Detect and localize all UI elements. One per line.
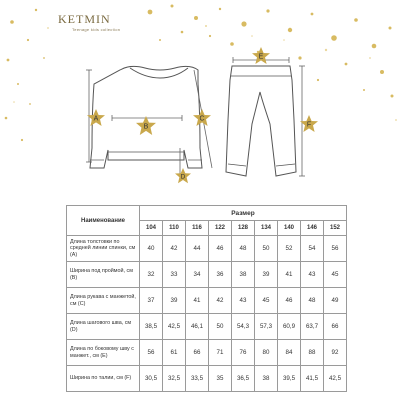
value-cell: 41	[186, 288, 209, 314]
value-cell: 42	[163, 236, 186, 262]
table-row	[67, 236, 347, 262]
value-cell: 38,5	[140, 314, 163, 340]
size-cell: 122	[209, 221, 232, 236]
value-cell: 42,5	[324, 366, 347, 392]
marker-d	[175, 168, 191, 183]
value-cell: 35	[209, 366, 232, 392]
brand-name: KETMIN	[58, 12, 111, 26]
value-cell: 48	[232, 236, 255, 262]
value-cell: 46	[278, 288, 301, 314]
value-cell: 50	[255, 236, 278, 262]
value-cell: 33	[163, 262, 186, 288]
value-cell: 42,5	[163, 314, 186, 340]
value-cell: 33,5	[186, 366, 209, 392]
value-cell: 36	[209, 262, 232, 288]
value-cell: 88	[301, 340, 324, 366]
size-cell: 116	[186, 221, 209, 236]
value-cell: 32	[140, 262, 163, 288]
size-cell: 134	[255, 221, 278, 236]
table-header-row	[67, 206, 347, 221]
value-cell: 45	[324, 262, 347, 288]
table-row	[67, 366, 347, 392]
brand-tagline: Teenage kids collection	[72, 27, 121, 32]
table-row	[67, 340, 347, 366]
size-cell: 128	[232, 221, 255, 236]
row-label: Ширина под проймой, см (B)	[67, 262, 140, 288]
table-row	[67, 314, 347, 340]
value-cell: 38	[255, 366, 278, 392]
value-cell: 84	[278, 340, 301, 366]
value-cell: 92	[324, 340, 347, 366]
trousers-drawing	[226, 66, 296, 176]
value-cell: 38	[232, 262, 255, 288]
value-cell: 54,3	[232, 314, 255, 340]
size-cell: 152	[324, 221, 347, 236]
size-cell: 146	[301, 221, 324, 236]
marker-a-label: A	[93, 115, 99, 123]
size-column-header: Размер	[140, 206, 347, 221]
value-cell: 41	[278, 262, 301, 288]
marker-c-label: C	[199, 115, 205, 123]
row-label: Длина шагового шва, см (D)	[67, 314, 140, 340]
value-cell: 46,1	[186, 314, 209, 340]
value-cell: 66	[324, 314, 347, 340]
value-cell: 37	[140, 288, 163, 314]
value-cell: 76	[232, 340, 255, 366]
value-cell: 80	[255, 340, 278, 366]
row-label: Длина толстовки по средней линии спинки, см (A)	[67, 236, 140, 262]
value-cell: 60,9	[278, 314, 301, 340]
size-table	[66, 205, 347, 392]
value-cell: 30,5	[140, 366, 163, 392]
value-cell: 39	[163, 288, 186, 314]
marker-f-label: F	[306, 121, 312, 129]
value-cell: 57,3	[255, 314, 278, 340]
marker-e	[252, 47, 270, 64]
value-cell: 50	[209, 314, 232, 340]
row-label: Длина рукава с манжетой, см (C)	[67, 288, 140, 314]
row-label: Ширина по талии, см (F)	[67, 366, 140, 392]
value-cell: 42	[209, 288, 232, 314]
value-cell: 56	[140, 340, 163, 366]
size-cell: 104	[140, 221, 163, 236]
value-cell: 54	[301, 236, 324, 262]
value-cell: 71	[209, 340, 232, 366]
value-cell: 45	[255, 288, 278, 314]
table-row	[67, 288, 347, 314]
size-cell: 110	[163, 221, 186, 236]
marker-b-label: B	[143, 123, 149, 131]
value-cell: 56	[324, 236, 347, 262]
value-cell: 44	[186, 236, 209, 262]
value-cell: 46	[209, 236, 232, 262]
name-column-header: Наименование	[67, 206, 140, 236]
value-cell: 40	[140, 236, 163, 262]
value-cell: 63,7	[301, 314, 324, 340]
size-cell: 140	[278, 221, 301, 236]
value-cell: 32,5	[163, 366, 186, 392]
marker-e-label: E	[258, 53, 264, 61]
value-cell: 66	[186, 340, 209, 366]
value-cell: 61	[163, 340, 186, 366]
value-cell: 34	[186, 262, 209, 288]
marker-d-label: D	[180, 173, 186, 181]
table-row	[67, 262, 347, 288]
value-cell: 43	[232, 288, 255, 314]
value-cell: 48	[301, 288, 324, 314]
value-cell: 36,5	[232, 366, 255, 392]
marker-f	[300, 115, 318, 132]
value-cell: 49	[324, 288, 347, 314]
row-label: Длина по боковому шву с манжет., см (E)	[67, 340, 140, 366]
value-cell: 43	[301, 262, 324, 288]
value-cell: 52	[278, 236, 301, 262]
value-cell: 41,5	[301, 366, 324, 392]
value-cell: 39,5	[278, 366, 301, 392]
value-cell: 39	[255, 262, 278, 288]
